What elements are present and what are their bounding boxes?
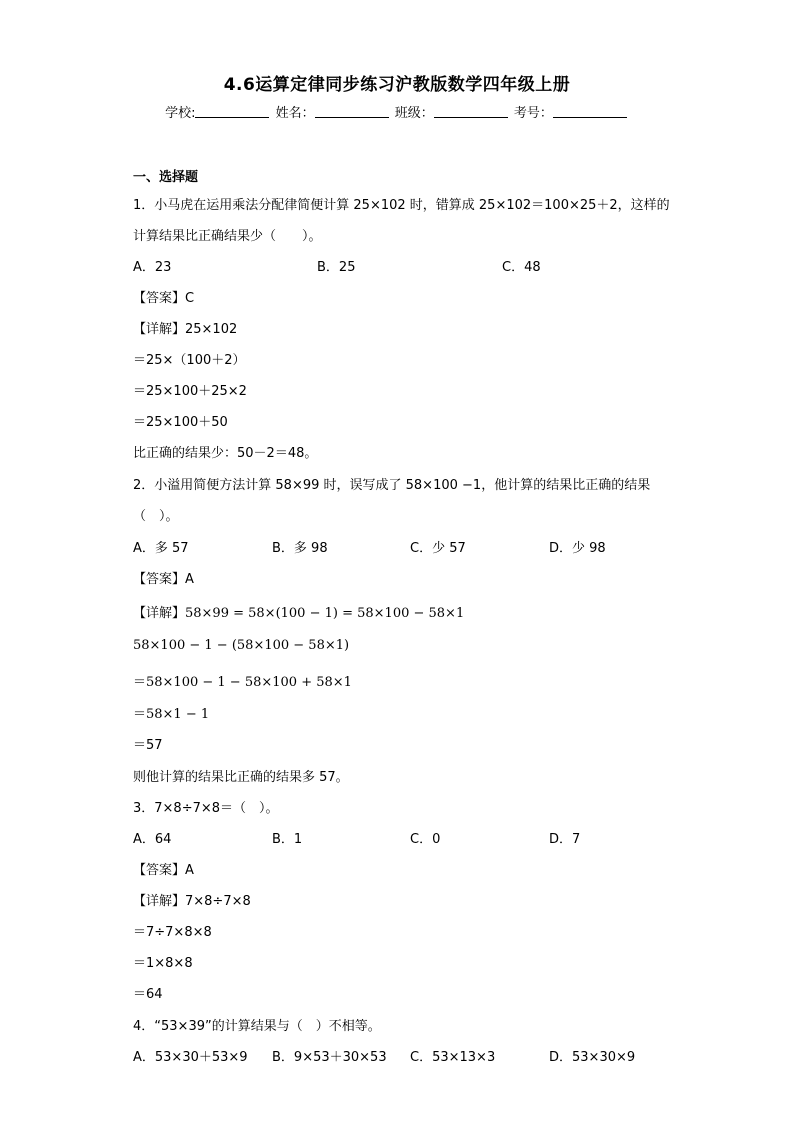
number-blank[interactable] <box>553 105 627 118</box>
q4-text-line1: 4．“53×39”的计算结果与（ ）不相等。 <box>133 1019 381 1034</box>
q3-answer: 【答案】A <box>133 863 194 878</box>
q2-detail-1: 【详解】58×99 = 58×(100 − 1) = 58×100 − 58×1 <box>133 606 465 621</box>
q2-detail-6: 则他计算的结果比正确的结果多 57。 <box>133 770 349 785</box>
q1-text-line2: 计算结果比正确结果少（ ）。 <box>133 229 322 244</box>
student-info-row <box>0 102 794 121</box>
q3-option-d: D．7 <box>549 832 581 847</box>
q3-option-c: C．0 <box>410 832 441 847</box>
q3-detail-2: ＝7÷7×8×8 <box>133 925 212 940</box>
q2-option-d: D．少 98 <box>549 541 606 556</box>
class-label: 班级： <box>394 106 434 121</box>
school-label: 学校: <box>165 106 196 121</box>
name-label: 姓名： <box>275 106 315 121</box>
q2-detail-3: ＝58×100 − 1 − 58×100 + 58×1 <box>133 675 352 690</box>
q2-option-c: C．少 57 <box>410 541 466 556</box>
q2-text-line1: 2．小溢用简便方法计算 58×99 时，误写成了 58×100 −1，他计算的结果比正确的结果 <box>133 478 651 493</box>
q3-detail-4: ＝64 <box>133 987 163 1002</box>
q4-option-b: B．9×53＋30×53 <box>272 1050 387 1065</box>
q3-option-a: A．64 <box>133 832 172 847</box>
school-blank[interactable] <box>195 105 269 118</box>
q1-detail-1: 【详解】25×102 <box>133 322 238 337</box>
q1-option-a: A．23 <box>133 260 172 275</box>
q1-text-line1: 1．小马虎在运用乘法分配律简便计算 25×102 时，错算成 25×102＝100×25＋2，这样的 <box>133 198 670 213</box>
name-blank[interactable] <box>315 105 389 118</box>
section-heading: 一、选择题 <box>133 170 199 185</box>
q1-detail-5: 比正确的结果少：50－2＝48。 <box>133 446 318 461</box>
q4-option-d: D．53×30×9 <box>549 1050 636 1065</box>
q3-detail-1: 【详解】7×8÷7×8 <box>133 894 251 909</box>
number-label: 考号： <box>513 106 553 121</box>
q2-text-line2: （ ）。 <box>133 509 179 524</box>
class-blank[interactable] <box>434 105 508 118</box>
q1-option-c: C．48 <box>502 260 541 275</box>
q2-option-b: B．多 98 <box>272 541 328 556</box>
q1-detail-4: ＝25×100＋50 <box>133 415 228 430</box>
q2-option-a: A．多 57 <box>133 541 189 556</box>
page-title: 4.6运算定律同步练习沪教版数学四年级上册 <box>223 75 571 95</box>
q2-answer: 【答案】A <box>133 572 194 587</box>
q3-text-line1: 3．7×8÷7×8＝（ ）。 <box>133 801 279 816</box>
q1-detail-2: ＝25×（100＋2） <box>133 353 246 368</box>
q2-detail-4: ＝58×1 − 1 <box>133 707 210 722</box>
q3-detail-3: ＝1×8×8 <box>133 956 193 971</box>
q4-option-c: C．53×13×3 <box>410 1050 496 1065</box>
q1-option-b: B．25 <box>317 260 356 275</box>
q3-option-b: B．1 <box>272 832 303 847</box>
q4-option-a: A．53×30＋53×9 <box>133 1050 248 1065</box>
q2-detail-5: ＝57 <box>133 738 163 753</box>
q1-detail-3: ＝25×100＋25×2 <box>133 384 247 399</box>
q2-detail-2: 58×100 − 1 − (58×100 − 58×1) <box>133 638 350 653</box>
q1-answer: 【答案】C <box>133 291 195 306</box>
